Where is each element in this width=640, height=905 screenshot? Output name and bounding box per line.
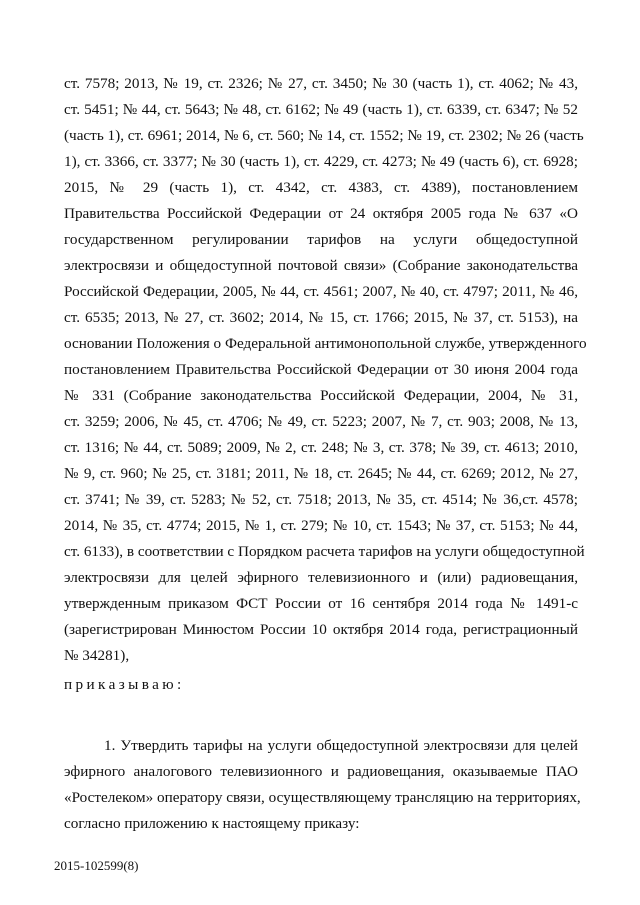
text-line: электросвязи для целей эфирного телевизионного и (или) радиовещания, xyxy=(64,569,578,586)
text-line: согласно приложению к настоящему приказу: xyxy=(64,815,360,832)
text-line: ст. 3259; 2006, № 45, ст. 4706; № 49, ст. 5223; 2007, № 7, ст. 903; 2008, № 13, xyxy=(64,413,578,430)
text-line: основании Положения о Федеральной антимонопольной службе, утвержденного xyxy=(64,335,587,352)
text-line: ст. 7578; 2013, № 19, ст. 2326; № 27, ст. 3450; № 30 (часть 1), ст. 4062; № 43, xyxy=(64,75,578,92)
text-line: ст. 3741; № 39, ст. 5283; № 52, ст. 7518; 2013, № 35, ст. 4514; № 36,ст. 4578; xyxy=(64,491,578,508)
text-line: ст. 5451; № 44, ст. 5643; № 48, ст. 6162; № 49 (часть 1), ст. 6339, ст. 6347; № 52 xyxy=(64,101,578,118)
text-line: Российской Федерации, 2005, № 44, ст. 4561; 2007, № 40, ст. 4797; 2011, № 46, xyxy=(64,283,578,300)
text-line: государственном регулировании тарифов на услуги общедоступной xyxy=(64,231,578,248)
text-line: 2014, № 35, ст. 4774; 2015, № 1, ст. 279; № 10, ст. 1543; № 37, ст. 5153; № 44, xyxy=(64,517,578,534)
text-line: Правительства Российской Федерации от 24 октября 2005 года № 637 «О xyxy=(64,205,578,222)
text-line: эфирного аналогового телевизионного и радиовещания, оказываемые ПАО xyxy=(64,763,578,780)
document-code: 2015-102599(8) xyxy=(54,858,139,873)
text-line: постановлением Правительства Российской Федерации от 30 июня 2004 года xyxy=(64,361,578,378)
text-line: 1. Утвердить тарифы на услуги общедоступной электросвязи для целей xyxy=(104,737,578,754)
text-line: ст. 6133), в соответствии с Порядком расчета тарифов на услуги общедоступной xyxy=(64,543,585,560)
text-line: 1), ст. 3366, ст. 3377; № 30 (часть 1), ст. 4229, ст. 4273; № 49 (часть 6), ст. 6928; xyxy=(64,153,578,170)
text-line: «Ростелеком» оператору связи, осуществляющему трансляцию на территориях, xyxy=(64,789,581,806)
text-line: № 34281), xyxy=(64,647,130,664)
text-line: ст. 1316; № 44, ст. 5089; 2009, № 2, ст. 248; № 3, ст. 378; № 39, ст. 4613; 2010, xyxy=(64,439,578,456)
text-line: № 331 (Собрание законодательства Российской Федерации, 2004, № 31, xyxy=(64,387,578,404)
text-line: ст. 6535; 2013, № 27, ст. 3602; 2014, № 15, ст. 1766; 2015, № 37, ст. 5153), на xyxy=(64,309,578,326)
text-line: электросвязи и общедоступной почтовой связи» (Собрание законодательства xyxy=(64,257,578,274)
text-line: (зарегистрирован Минюстом России 10 октября 2014 года, регистрационный xyxy=(64,621,578,638)
order-word: приказываю: xyxy=(64,676,185,693)
text-line: (часть 1), ст. 6961; 2014, № 6, ст. 560; № 14, ст. 1552; № 19, ст. 2302; № 26 (часть xyxy=(64,127,584,144)
text-line: 2015, № 29 (часть 1), ст. 4342, ст. 4383, ст. 4389), постановлением xyxy=(64,179,578,196)
text-line: № 9, ст. 960; № 25, ст. 3181; 2011, № 18, ст. 2645; № 44, ст. 6269; 2012, № 27, xyxy=(64,465,578,482)
text-line: утвержденным приказом ФСТ России от 16 сентября 2014 года № 1491-с xyxy=(64,595,578,612)
